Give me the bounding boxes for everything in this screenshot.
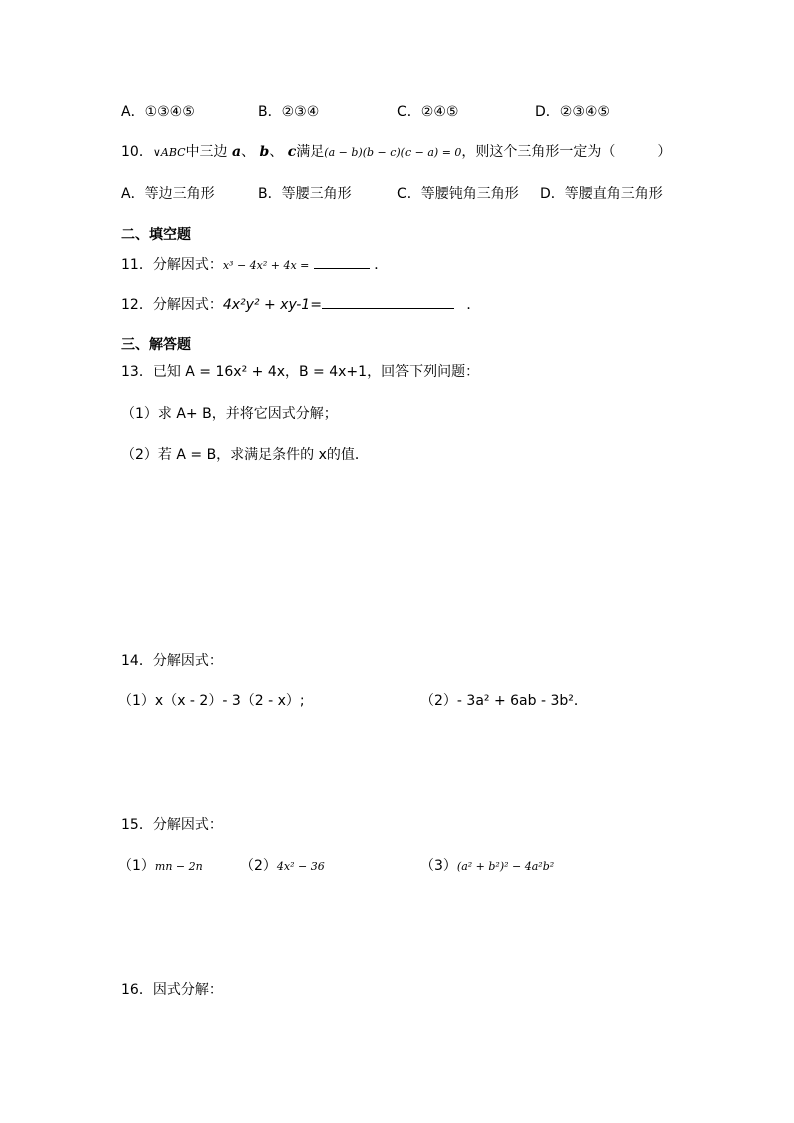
q10-option-a: A．等边三角形 (121, 186, 215, 202)
q11-expression: x³ − 4x² + 4x = (222, 259, 310, 272)
q16-title: 16．因式分解： (121, 982, 223, 998)
q12-label: 12．分解因式： (121, 297, 223, 313)
q15-part-3-label: （3） (420, 858, 457, 874)
q11 (121, 254, 388, 275)
q11-label: 11．分解因式： (121, 257, 223, 273)
q13-part-2: （2）若 A = B，求满足条件的 x的值． (121, 447, 369, 463)
q12-end: ． (466, 297, 481, 313)
q10-sep-2: 、 (269, 144, 284, 160)
q10-condition: (a − b)(b − c)(c − a) = 0 (324, 146, 462, 159)
q10-triangle: ∨ABC (152, 146, 186, 159)
q10-option-c: C．等腰钝角三角形 (397, 186, 519, 202)
section-answer-heading: 三、解答题 (121, 337, 191, 353)
q10-text-2: 满足 (296, 144, 325, 160)
q9-option-b: B．②③④ (258, 104, 320, 120)
q10-text-4: ） (657, 144, 672, 160)
q15-part-3 (420, 857, 554, 876)
q15-part-1-expression: mn − 2n (154, 860, 203, 873)
q15-part-1-label: （1） (118, 858, 155, 874)
q10-option-d: D．等腰直角三角形 (540, 186, 663, 202)
q9-option-a: A．①③④⑤ (121, 104, 195, 120)
q14-part-1: （1）x（x - 2）- 3（2 - x）; (118, 693, 305, 709)
q11-answer-blank[interactable] (314, 254, 370, 269)
q12-expression: 4x²y² + xy-1= (222, 297, 322, 313)
q11-end: ． (374, 257, 389, 273)
q12 (121, 294, 480, 314)
q13-stem: 13．已知 A = 16x² + 4x，B = 4x+1，回答下列问题： (121, 364, 480, 380)
q15-part-2-expression: 4x² − 36 (276, 860, 325, 873)
q14-part-2: （2）- 3a² + 6ab - 3b²． (420, 693, 588, 709)
q10-text-3: ，则这个三角形一定为（ (461, 144, 616, 160)
q15-title: 15．分解因式： (121, 817, 223, 833)
q15-part-1 (118, 857, 203, 876)
q15-part-2 (240, 857, 325, 876)
q9-option-d: D．②③④⑤ (535, 104, 610, 120)
q15-part-2-label: （2） (240, 858, 277, 874)
q10-var-b: b (259, 144, 270, 160)
q13-part-1: （1）求 A+ B，并将它因式分解； (121, 406, 338, 422)
q10-var-a: a (231, 144, 242, 160)
q9-option-c: C．②④⑤ (397, 104, 459, 120)
q15-part-3-expression: (a² + b²)² − 4a²b² (456, 860, 555, 873)
q10-stem (121, 143, 671, 162)
q12-answer-blank[interactable] (322, 294, 454, 309)
q10-var-c: c (287, 144, 297, 160)
q10-sep-1: 、 (241, 144, 256, 160)
q10-number: 10． (121, 144, 153, 160)
q10-text-1: 中三边 (185, 144, 228, 160)
q14-title: 14．分解因式： (121, 653, 223, 669)
q10-option-b: B．等腰三角形 (258, 186, 352, 202)
section-fill-in-heading: 二、填空题 (121, 227, 191, 243)
